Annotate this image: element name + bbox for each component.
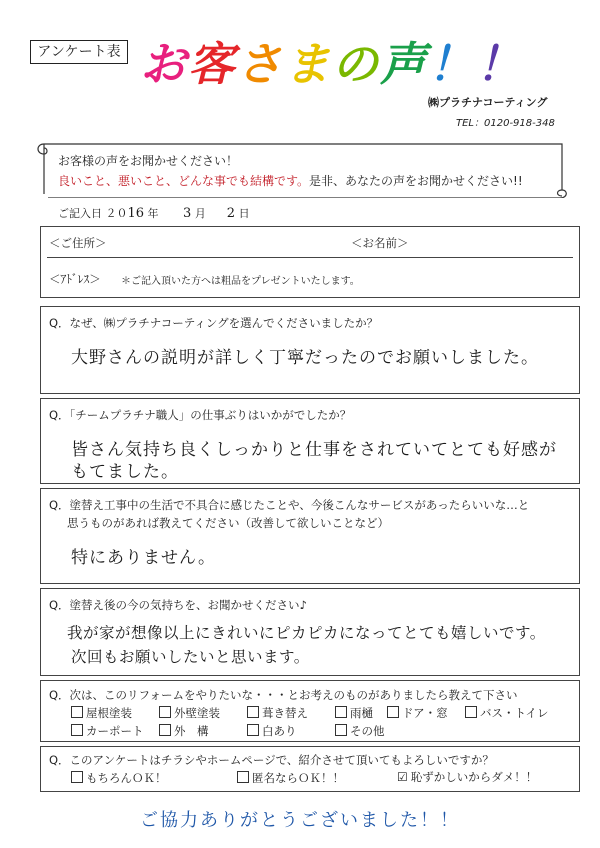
answer-4-line-2: 次回もお願いしたいと思います。 bbox=[71, 648, 310, 666]
question-6: Q．このアンケートはチラシやホームページで、紹介させて頂いてもよろしいですか？ bbox=[49, 753, 494, 767]
option-reroofing[interactable]: 葺き替え bbox=[247, 705, 308, 721]
checkbox-icon[interactable] bbox=[247, 724, 259, 736]
intro-line-1: お客様の声をお聞かせください！ bbox=[58, 154, 239, 168]
address-label: ＜ご住所＞ bbox=[49, 236, 107, 250]
checkbox-icon[interactable] bbox=[159, 706, 171, 718]
intro-line-2-red: 良いこと、悪いこと、どんな事でも結構です。 bbox=[58, 174, 310, 188]
question-2-box bbox=[40, 398, 580, 484]
checkbox-icon[interactable] bbox=[159, 724, 171, 736]
checkbox-icon[interactable] bbox=[237, 771, 249, 783]
question-1-box bbox=[40, 306, 580, 394]
address-box bbox=[40, 226, 580, 298]
title-char: ！ bbox=[476, 37, 524, 91]
checkbox-icon[interactable] bbox=[387, 706, 399, 718]
email-label: ＜ｱﾄﾞﾚｽ＞ bbox=[49, 272, 101, 286]
question-3-line-2: 思うものがあれば教えてください（改善して欲しいことなど） bbox=[67, 516, 389, 530]
title-char: さ bbox=[236, 37, 284, 91]
checkbox-icon[interactable] bbox=[71, 706, 83, 718]
phone-number: TEL：0120-918-348 bbox=[456, 118, 555, 129]
checkbox-icon[interactable] bbox=[335, 724, 347, 736]
option-anonymous-ok[interactable]: 匿名ならＯＫ！！ bbox=[237, 770, 344, 786]
question-3-line-1: Q．塗替え工事中の生活で不具合に感じたことや、今後こんなサービスがあったらいいな…と bbox=[49, 498, 530, 512]
entry-date bbox=[58, 205, 250, 221]
gift-note: ＊ご記入頂いた方へは粗品をプレゼントいたします。 bbox=[121, 276, 360, 287]
name-label: ＜お名前＞ bbox=[351, 236, 409, 250]
question-5: Q．次は、このリフォームをやりたいな・・・とお考えのものがありましたら教えて下さい bbox=[49, 688, 518, 702]
checkbox-icon[interactable] bbox=[71, 771, 83, 783]
title-char: の bbox=[332, 37, 380, 91]
answer-2-line-2: もてました。 bbox=[71, 462, 179, 482]
option-carport[interactable]: カーポート bbox=[71, 723, 144, 739]
question-2: Q．「チームプラチナ職人」の仕事ぶりはいかがでしたか？ bbox=[49, 408, 352, 422]
checkbox-icon[interactable] bbox=[465, 706, 477, 718]
answer-4-line-1: 我が家が想像以上にきれいにピカピカになってとても嬉しいです。 bbox=[67, 624, 546, 642]
option-bath-toilet[interactable]: バス・トイレ bbox=[465, 705, 548, 721]
date-prefix: ご記入日 bbox=[58, 207, 102, 220]
page-title bbox=[140, 34, 524, 94]
year-prefix: ２０ bbox=[105, 207, 128, 220]
option-roof-painting[interactable]: 屋根塗装 bbox=[71, 705, 132, 721]
intro-line-2-black: 是非、あなたの声をお聞かせください!! bbox=[309, 174, 523, 188]
title-char: 客 bbox=[188, 37, 236, 91]
title-char: ！ bbox=[428, 37, 476, 91]
checked-checkbox-icon[interactable]: ☑ bbox=[397, 770, 408, 784]
company-name: ㈱プラチナコーティング bbox=[428, 96, 548, 109]
checkbox-icon[interactable] bbox=[335, 706, 347, 718]
option-termite[interactable]: 白あり bbox=[247, 723, 297, 739]
option-no[interactable]: ☑ 恥ずかしいからダメ！！ bbox=[397, 770, 538, 784]
answer-1: 大野さんの説明が詳しく丁寧だったのでお願いしました。 bbox=[71, 348, 539, 368]
month-unit: 月 bbox=[194, 207, 206, 220]
answer-2-line-1: 皆さん気持ち良くしっかりと仕事をされていてとても好感が bbox=[71, 440, 557, 460]
scroll-banner bbox=[34, 140, 569, 198]
answer-3: 特にありません。 bbox=[71, 548, 217, 568]
checkbox-icon[interactable] bbox=[71, 724, 83, 736]
title-char: ま bbox=[284, 37, 332, 91]
checkbox-icon[interactable] bbox=[247, 706, 259, 718]
option-other[interactable]: その他 bbox=[335, 723, 385, 739]
day-handwritten: 2 bbox=[226, 206, 236, 221]
title-char: お bbox=[140, 37, 188, 91]
question-4-box bbox=[40, 588, 580, 676]
question-4: Q．塗替え後の今の気持ちを、お聞かせください♪ bbox=[49, 598, 307, 612]
year-handwritten: 16 bbox=[127, 206, 145, 221]
option-gutter[interactable]: 雨樋 bbox=[335, 705, 373, 721]
title-char: 声 bbox=[380, 37, 428, 91]
option-door-window[interactable]: ドア・窓 bbox=[387, 705, 448, 721]
question-5-box bbox=[40, 680, 580, 742]
question-6-box bbox=[40, 746, 580, 792]
thanks-message: ご協力ありがとうございました！！ bbox=[140, 810, 460, 831]
day-unit: 日 bbox=[238, 207, 250, 220]
question-3-box bbox=[40, 488, 580, 584]
option-ok[interactable]: もちろんＯＫ！ bbox=[71, 770, 167, 786]
year-unit: 年 bbox=[147, 207, 159, 220]
question-1: Q．なぜ、㈱プラチナコーティングを選んでくださいましたか？ bbox=[49, 316, 379, 330]
option-wall-painting[interactable]: 外壁塗装 bbox=[159, 705, 220, 721]
option-exterior[interactable]: 外 構 bbox=[159, 723, 209, 739]
month-handwritten: 3 bbox=[183, 206, 192, 221]
intro-line-2 bbox=[58, 172, 523, 189]
survey-label: アンケート表 bbox=[30, 40, 128, 64]
